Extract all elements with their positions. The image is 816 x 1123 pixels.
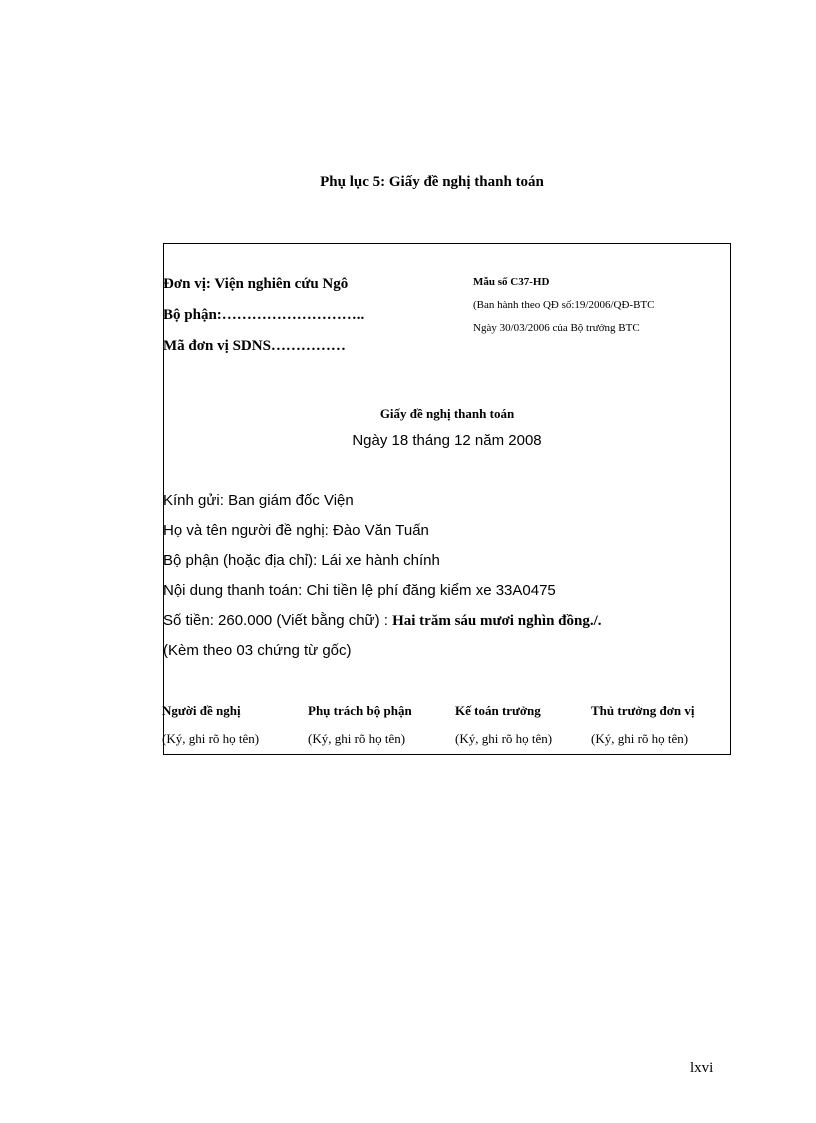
amount-line bbox=[163, 612, 602, 630]
amount-in-words: Hai trăm sáu mươi nghìn đồng./. bbox=[392, 613, 602, 629]
unit-name: Đơn vị: Viện nghiên cứu Ngô bbox=[163, 276, 349, 292]
attachments-line: (Kèm theo 03 chứng từ gốc) bbox=[163, 642, 352, 659]
signature-note: (Ký, ghi rõ họ tên) bbox=[455, 731, 553, 746]
requester-line: Họ và tên người đề nghị: Đào Văn Tuấn bbox=[163, 522, 429, 539]
signature-role: Kế toán trưởng bbox=[455, 703, 541, 718]
signature-note: (Ký, ghi rõ họ tên) bbox=[162, 731, 260, 746]
page-number: lxvi bbox=[690, 1060, 714, 1076]
signature-note: (Ký, ghi rõ họ tên) bbox=[591, 731, 689, 746]
requester-department-line: Bộ phận (hoặc địa chỉ): Lái xe hành chính bbox=[163, 552, 440, 569]
signature-note: (Ký, ghi rõ họ tên) bbox=[308, 731, 406, 746]
signature-role: Phụ trách bộ phận bbox=[308, 703, 412, 718]
department-field: Bộ phận:……………………….. bbox=[163, 307, 365, 323]
document-title: Giấy đề nghị thanh toán bbox=[379, 406, 515, 421]
signature-role: Người đề nghị bbox=[162, 703, 241, 718]
payment-content-line: Nội dung thanh toán: Chi tiền lệ phí đăng kiểm xe 33A0475 bbox=[163, 582, 556, 599]
sdns-code-field: Mã đơn vị SDNS…………… bbox=[163, 338, 346, 354]
form-number: Mẫu số C37-HD bbox=[473, 276, 550, 288]
document-date: Ngày 18 tháng 12 năm 2008 bbox=[352, 432, 542, 449]
issued-by: (Ban hành theo QĐ số:19/2006/QĐ-BTC bbox=[473, 299, 655, 311]
issued-date: Ngày 30/03/2006 của Bộ trưởng BTC bbox=[473, 322, 640, 334]
amount-prefix: Số tiền: 260.000 (Viết bằng chữ) : bbox=[163, 612, 393, 629]
addressee-line: Kính gửi: Ban giám đốc Viện bbox=[163, 492, 354, 509]
signature-role: Thủ trưởng đơn vị bbox=[591, 703, 695, 718]
appendix-title: Phụ lục 5: Giấy đề nghị thanh toán bbox=[320, 174, 544, 190]
